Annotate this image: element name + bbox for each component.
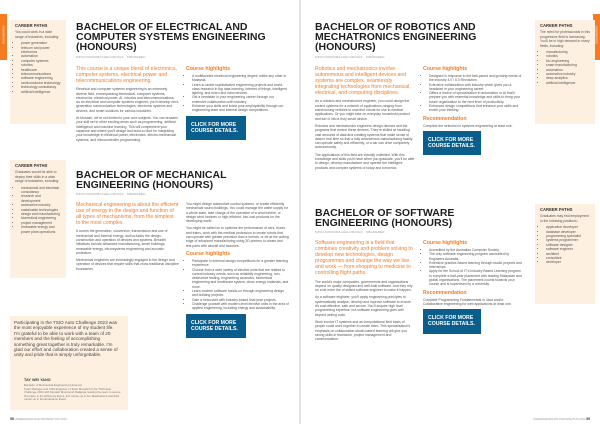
career-item: • robotics	[21, 63, 61, 67]
career-item: • telecommunications	[21, 72, 61, 76]
highlight-item: • Choose from a wide variety of elective units that are related to current industry needs, such as reliability engineering, non-destructive testing, engineering acoustics, biomedical engineering and healthcare system, clean energy materials, and more.	[192, 268, 289, 289]
highlight-item: • Offers a choice of specialisation in automation or AI that'll prepare you with essential knowledge and skills to bring your future organisation to the next level of productivity.	[429, 91, 523, 104]
highlight-item: • Challenge yourself with modern-level elective units in the area of applied engineering, including energy and sustainability.	[192, 302, 289, 311]
course-intro: Mechanical engineering is about the efficient use of energy in the design and function of all types of mechanisms, from the simplest to the most complex.	[76, 202, 179, 227]
course-body: As a software engineer, you'll apply engineering principles to systematically analyse, develop and improve software to ensure it's cost-effective, safe and secure. You'll acquire high level programming expertise, but software engineering goes well beyond writing code.	[315, 295, 411, 317]
highlight-item: • Enhance your skills and boost your employability through our engineering team and internal design competitions.	[192, 104, 289, 113]
career-item: • healthcare	[21, 68, 61, 72]
career-item: • research and development	[21, 194, 61, 203]
course-left-column	[76, 66, 179, 145]
career-item: • architect	[546, 252, 590, 256]
course-left-column	[315, 240, 415, 344]
career-paths-heading: CAREER PATHS	[540, 207, 573, 212]
course-left-column	[315, 66, 415, 173]
course-body: At Monash, we're not limited to your core subjects. You can broaden your skill set in other exciting areas such as programming, artificial intelligence and machine learning. This will complement your capstone and where you'll design and build a robot for integrating your knowledge in electrical power, electronics, electro-mechanical systems, and microcontroller programming.	[76, 116, 179, 142]
course-right-column	[186, 66, 289, 140]
career-item: • software engineering	[21, 76, 61, 80]
highlight-item: • Designed in response to the fast-paced and growing needs of the industry 4.0 / 5.0 Revolution.	[429, 74, 523, 83]
student-testimonial	[10, 316, 128, 410]
highlight-item: • Extensive practice-based learning through studio projects and internships.	[429, 261, 523, 270]
career-paths-intro: The need for professionals in this progressive field is increasing. You'll be in high demand in many fields, including:	[540, 30, 590, 48]
career-item: • programming specialist	[546, 234, 590, 238]
career-item: • automation	[546, 68, 590, 72]
section-tab-label: ENGINEERING	[595, 25, 599, 44]
course-intro: Robotics and mechatronics involve autonomous and intelligent devices and systems are complex, seamlessly integrating technologies from mechanical, electrical, and computing disciplines.	[315, 66, 411, 97]
course-right-column	[186, 202, 289, 338]
course-code: MPU/UNSW3/BACHELOR/2022 · MBANERED	[315, 54, 385, 59]
right-page	[301, 0, 600, 424]
career-item: • mechanical and electrical consultancy	[21, 186, 61, 195]
career-item: • developer	[546, 260, 590, 264]
career-item: • automation	[21, 54, 61, 58]
highlight-item: • Get a headstart in your engineering career through our extensive collaboration with industry.	[192, 95, 289, 104]
page-footer-left	[10, 417, 67, 421]
course-left-column	[76, 202, 179, 274]
career-paths-intro: Graduates would be able to deploy their skills in a wide range of industries, including:	[15, 170, 60, 184]
course-body: The applications of this field are virtually unlimited. With this knowledge and skills you'll have when you graduate, you'll be able to design, develop manufacture and operate the intelligent products and complex systems of today and tomorrow.	[315, 152, 415, 170]
publication-name: UNDERGRADUATE PROSPECTUS 2024	[533, 417, 586, 421]
career-item: • sustainable technologies	[21, 208, 61, 212]
course-body: Robotics and mechatronics engineers design devices and the programs that control these devices. They're skilled at handling vast amounts of data and creating systems that make sense of data in real time so that a fully autonomous manufacturing facility can operate safely and efficiently, or a car can drive completely autonomously.	[315, 123, 413, 150]
highlight-item: • Learn modern software hands-on through engineering design and building projects.	[192, 289, 289, 298]
course-intro: Software engineering is a field that combines creativity and problem solving to develop new technologies, design programmes and change the way we live and work — from shopping to medicine to controlling flight paths.	[315, 240, 413, 277]
career-paths-box	[10, 160, 66, 278]
career-paths-box	[10, 20, 66, 124]
course-title: BACHELOR OF MECHANICAL ENGINEERING (HONOURS)	[76, 169, 227, 192]
career-item: • power generation	[21, 41, 61, 45]
left-page	[0, 0, 299, 424]
course-body: The world's major companies, governments and organisations depend on quality designed and well-built software. And they rely on a far more the of skilled software engineer to make it happen.	[315, 279, 413, 293]
recommendation-text: Complete Programming Fundamentals in Java and/or Collaborative engineering for web applications at least one.	[423, 297, 512, 306]
career-paths-box	[535, 204, 595, 304]
career-item: • biomedical engineering	[21, 216, 61, 220]
career-item: • project management	[21, 221, 61, 225]
course-title: BACHELOR OF ROBOTICS AND MECHATRONICS ENGINEERING (HONOURS)	[315, 21, 477, 54]
highlights-heading: Course highlights	[186, 66, 231, 72]
course-body: You might be called on to optimise the performance of cars, buses and trains, work with the medical profession to create robots that can operate with greater precision than a human, or be at the cutting edge of advanced manufacturing using 3D printers to create and test parts with aircraft and factories.	[186, 226, 289, 248]
career-paths-box	[535, 20, 595, 124]
course-robotics	[315, 21, 523, 170]
career-paths-heading: CAREER PATHS	[540, 23, 573, 28]
highlights-heading: Course highlights	[423, 240, 468, 246]
career-item: • bio engineering	[546, 59, 590, 63]
career-item: • smart manufacturing	[546, 63, 590, 67]
course-code: MPU/UNSW3/BACHELOR/2022 · MBANERED	[315, 230, 385, 235]
course-title: BACHELOR OF SOFTWARE ENGINEERING (HONOURS)	[315, 207, 455, 230]
career-item: • renewable energy and power plant operations	[21, 225, 61, 234]
career-item: • semiconductor technology	[21, 81, 61, 85]
career-item: • computer systems	[21, 59, 61, 63]
career-item: • systems programmer	[546, 238, 590, 242]
course-code: MPU/UNSW3/BACHELOR/2022 · MBANERED	[76, 54, 146, 59]
career-item: • application developer	[546, 225, 590, 229]
career-item: • artificial intelligence	[21, 90, 61, 94]
career-item: • software engineer	[546, 247, 590, 251]
highlights-heading: Course highlights	[186, 250, 231, 257]
career-item: • technology consultancy	[21, 85, 61, 89]
course-right-column	[423, 66, 523, 155]
career-paths-heading: CAREER PATHS	[15, 163, 48, 168]
highlight-item: • Learn to tackle sophisticated engineering projects and world-class research in big data learning, Internet of things, intelligent lighting, and micro and nano devices.	[192, 83, 289, 96]
course-electrical	[76, 21, 290, 142]
publication-name: UNDERGRADUATE PROSPECTUS 2024	[14, 417, 67, 421]
course-intro: This course is a unique blend of electronics, computer systems, electrical power and telecommunications engineering.	[76, 66, 177, 85]
testimonial-quote: Participating in the TSIO Auto Challenge 2023 was the most enjoyable experience of my student life. I'm grateful to be able to work with a team of 20 members and the feeling of accomplishing something great together is truly remarkable. I'm glad our effort and collaboration created a sense of unity and pride that is simply unforgettable.	[14, 320, 118, 358]
course-title: BACHELOR OF ELECTRICAL AND COMPUTER SYSTEMS ENGINEERING (HONOURS)	[76, 21, 266, 54]
course-body: It covers the generation, conversion, transmission and use of mechanical and thermal energy, and includes the design, construction and operation of devices and systems. Breadth initiatives include advanced manufacturing, smart buildings, renewable energy, microsystems engineering and acoustic protection.	[76, 229, 168, 255]
course-details-button[interactable]: CLICK FOR MORE COURSE DETAILS.	[423, 131, 481, 155]
career-item: • deep analytics	[546, 76, 590, 80]
career-item: • consultant	[546, 256, 590, 260]
testimonial-name: TAY WEI YANG	[24, 378, 51, 382]
recommendation-text: Complete the selection in systems engineering at least one.	[423, 123, 513, 128]
testimonial-role: Bachelor of Mechanical Engineering (Honours)	[24, 383, 82, 387]
course-mechanical	[76, 169, 290, 332]
course-details-button[interactable]: CLICK FOR MORE COURSE DETAILS.	[186, 314, 246, 338]
career-item: • robotics	[546, 54, 590, 58]
career-paths-intro: You could work in a wide range of industries, including:	[15, 30, 60, 39]
page-footer-right	[533, 417, 590, 421]
recommendation-heading: Recommendation	[423, 289, 467, 296]
course-body: Mechanical engineers are increasingly engaged in the design and operation of devices that require skills that cross traditional discipline boundaries.	[76, 258, 179, 271]
section-tab-left	[0, 14, 7, 60]
career-item: • design and manufacturing	[21, 212, 61, 216]
course-details-button[interactable]: CLICK FOR MORE COURSE DETAILS.	[186, 116, 246, 140]
course-body: You might design automotive control systems, or create efficiently mechanical sound buildings. You could manage the water supply for a whole state, take charge of the operation of a wind turbine, or design wind turbines or high-efficient, low-cost products for the developing world.	[186, 202, 288, 224]
course-body: Electrical and computer systems engineering is an extremely diverse field, encompassing biomedical, computer systems, electronics, electrical power, AI, robotics and telecommunications. As an electrical and computer systems engineer, you'll develop next-generation communication technologies, electronic systems and devices, and smart solutions for various industries.	[76, 87, 179, 113]
career-item: • automotive industry	[21, 203, 61, 207]
course-software	[315, 207, 523, 342]
career-item: • database developer	[546, 230, 590, 234]
course-code: MPU/UNSW3/BACHELOR/2022 · MBANERED	[76, 192, 146, 197]
highlight-item: • Apply for the School of IT's Industry Based Learning program to complete a half-year placement with leading Malaysian and global organisations. The placement counts towards your course and is supervised by a university.	[429, 269, 523, 286]
highlight-item: • A multifaceted electrical engineering degree unlike any other in Malaysia.	[192, 74, 289, 83]
career-item: • software designer	[546, 243, 590, 247]
career-paths-intro: Graduates may find employment in the following positions:	[540, 214, 589, 223]
highlight-item: • Enhanced design competitions that enhance your skills and enrich your thinking.	[429, 104, 523, 113]
career-item: • automotive industry	[546, 72, 590, 76]
highlights-heading: Course highlights	[423, 66, 468, 72]
highlight-item: • Participate in external design competitions for a greater learning experience.	[192, 259, 289, 268]
course-body: As a robotics and mechatronics engineer, you could design the control systems for a network of applications ranging from warehousing vehicles to microbot robots for use in medical applications. Or you might take on everyday household product and turn it into a truly smart device.	[315, 99, 410, 121]
testimonial-detail: Team Manager and Chief Engineer of Team Monash for the TSIO Auto Challenge 2023 with Monash Motorsport Malaysia, leading the team to secure first place in the Efficiency Event, first runner-up in the Skada Event and third runner-up in the Endurance Event.	[24, 387, 121, 402]
highlight-item: • Accredited by the Australian Computer Society.	[429, 248, 523, 252]
recommendation-heading: Recommendation	[423, 115, 467, 122]
highlight-item: • Gain a head start with industry-based final year projects.	[192, 298, 289, 302]
career-item: • artificial intelligence	[546, 81, 590, 85]
page-number: 58	[10, 417, 14, 421]
section-tab-label: ENGINEERING	[2, 25, 6, 44]
career-item: • telecom and power electronics	[21, 46, 61, 55]
page-number: 59	[586, 417, 590, 421]
career-item: • manufacturing	[546, 50, 590, 54]
course-right-column	[423, 240, 523, 334]
course-body: Work involve IT systems and as computational field basis of people could work together to create them. This specialisation's emphasis on collaboration studio-based learning will give you strong skills in teamwork, project management and communication.	[315, 319, 411, 342]
highlight-item: • Extensive collaboration with industry which gives you a headstart in your engineering career.	[429, 83, 523, 92]
course-details-button[interactable]: CLICK FOR MORE COURSE DETAILS.	[423, 309, 481, 333]
career-paths-heading: CAREER PATHS	[15, 23, 48, 28]
highlight-item: • The only software engineering program accredited by Engineers Australia.	[429, 252, 523, 261]
